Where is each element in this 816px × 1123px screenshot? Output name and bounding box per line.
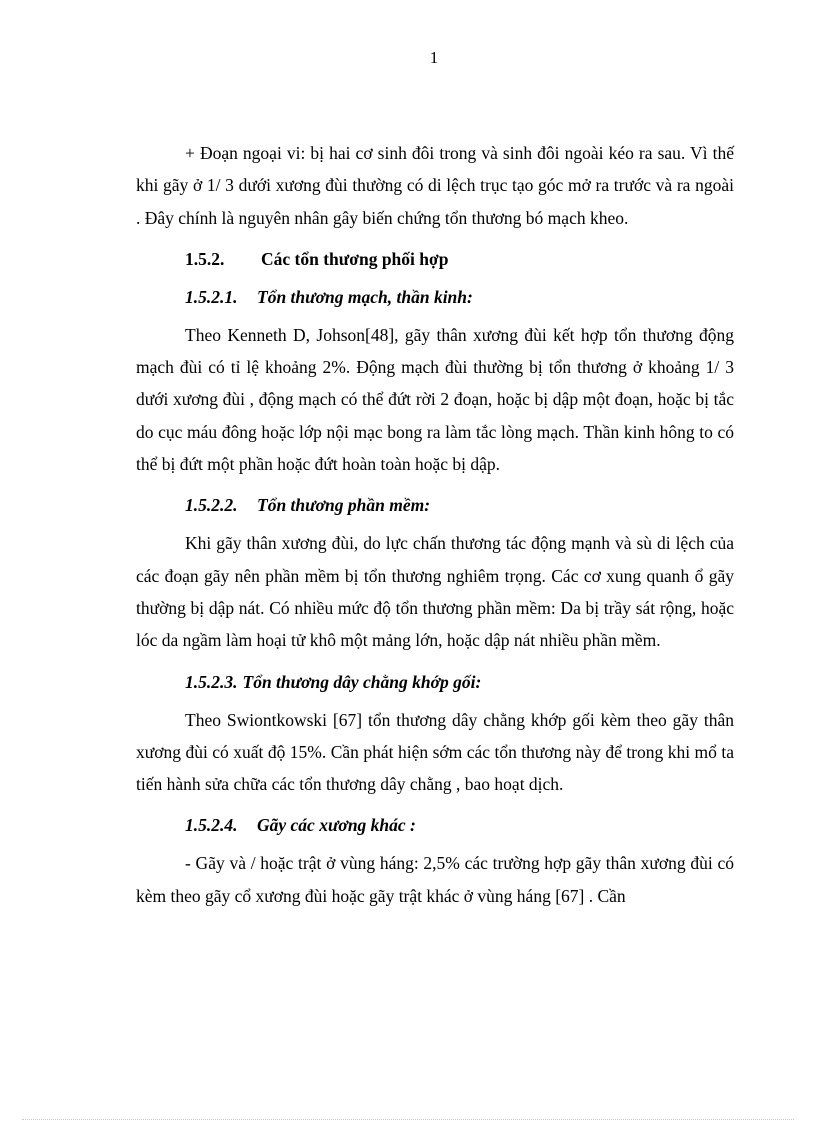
page-number: 1	[429, 48, 439, 67]
heading-title: Tổn thương phần mềm:	[257, 495, 431, 516]
paragraph-knee-ligament-injury: Theo Swiontkowski [67] tổn thương dây chằng khớp gối kèm theo gãy thân xương đùi có xuất độ 15%. Cần phát hiện sớm các tổn thương này để trong khi mổ ta tiến hành sửa chữa các tổn thương dây chằng , bao hoạt dịch.	[136, 709, 734, 795]
paragraph-vascular-nerve-injury: Theo Kenneth D, Johson[48], gãy thân xương đùi kết hợp tổn thương động mạch đùi có tỉ lệ khoảng 2%. Động mạch đùi thường bị tổn thương ở khoảng 1/ 3 dưới xương đùi , động mạch có thể đứt rời 2 đoạn, hoặc bị dập một đoạn, hoặc bị tắc do cục máu đông hoặc lớp nội mạc bong ra làm tắc lòng mạch. Thần kinh hông to có thể bị đứt một phần hoặc đứt hoàn toàn hoặc bị dập.	[136, 324, 734, 475]
paragraph-peripheral-segment: + Đoạn ngoại vi: bị hai cơ sinh đôi trong và sinh đôi ngoài kéo ra sau. Vì thế khi gãy ở 1/ 3 dưới xương đùi thường có di lệch trục tạo góc mở ra trước và ra ngoài . Đây chính là nguyên nhân gây biến chứng tổn thương bó mạch kheo.	[136, 143, 734, 228]
heading-1-5-2	[136, 243, 734, 275]
heading-1-5-2-4	[136, 809, 734, 841]
heading-number: 1.5.2.4.	[185, 815, 238, 836]
heading-1-5-2-1	[136, 281, 734, 313]
heading-title: Các tổn thương phối hợp	[261, 248, 449, 269]
heading-title: Gãy các xương khác :	[257, 815, 416, 836]
paragraph-other-fractures: - Gãy và / hoặc trật ở vùng háng: 2,5% các trường hợp gãy thân xương đùi có kèm theo gãy cổ xương đùi hoặc gãy trật khác ở vùng háng [67] . Cần	[136, 853, 734, 906]
heading-number: 1.5.2.1.	[185, 286, 238, 307]
heading-number: 1.5.2.3.	[185, 671, 238, 692]
heading-number: 1.5.2.	[185, 248, 225, 269]
heading-1-5-2-2	[136, 489, 734, 521]
paragraph-soft-tissue-injury: Khi gãy thân xương đùi, do lực chấn thương tác động mạnh và sù di lệch của các đoạn gãy nên phần mềm bị tổn thương nghiêm trọng. Các cơ xung quanh ổ gãy thường bị dập nát. Có nhiều mức độ tổn thương phần mềm: Da bị trầy sát rộng, hoặc lóc da ngầm làm hoại tử khô một mảng lớn, hoặc dập nát nhiều phần mềm.	[136, 533, 734, 651]
document-body	[136, 137, 734, 912]
heading-title: Tổn thương dây chằng khớp gối:	[242, 671, 482, 692]
heading-1-5-2-3	[136, 666, 734, 698]
page-bottom-divider	[22, 1119, 794, 1120]
heading-title: Tổn thương mạch, thần kinh:	[257, 286, 473, 307]
heading-number: 1.5.2.2.	[185, 495, 238, 516]
